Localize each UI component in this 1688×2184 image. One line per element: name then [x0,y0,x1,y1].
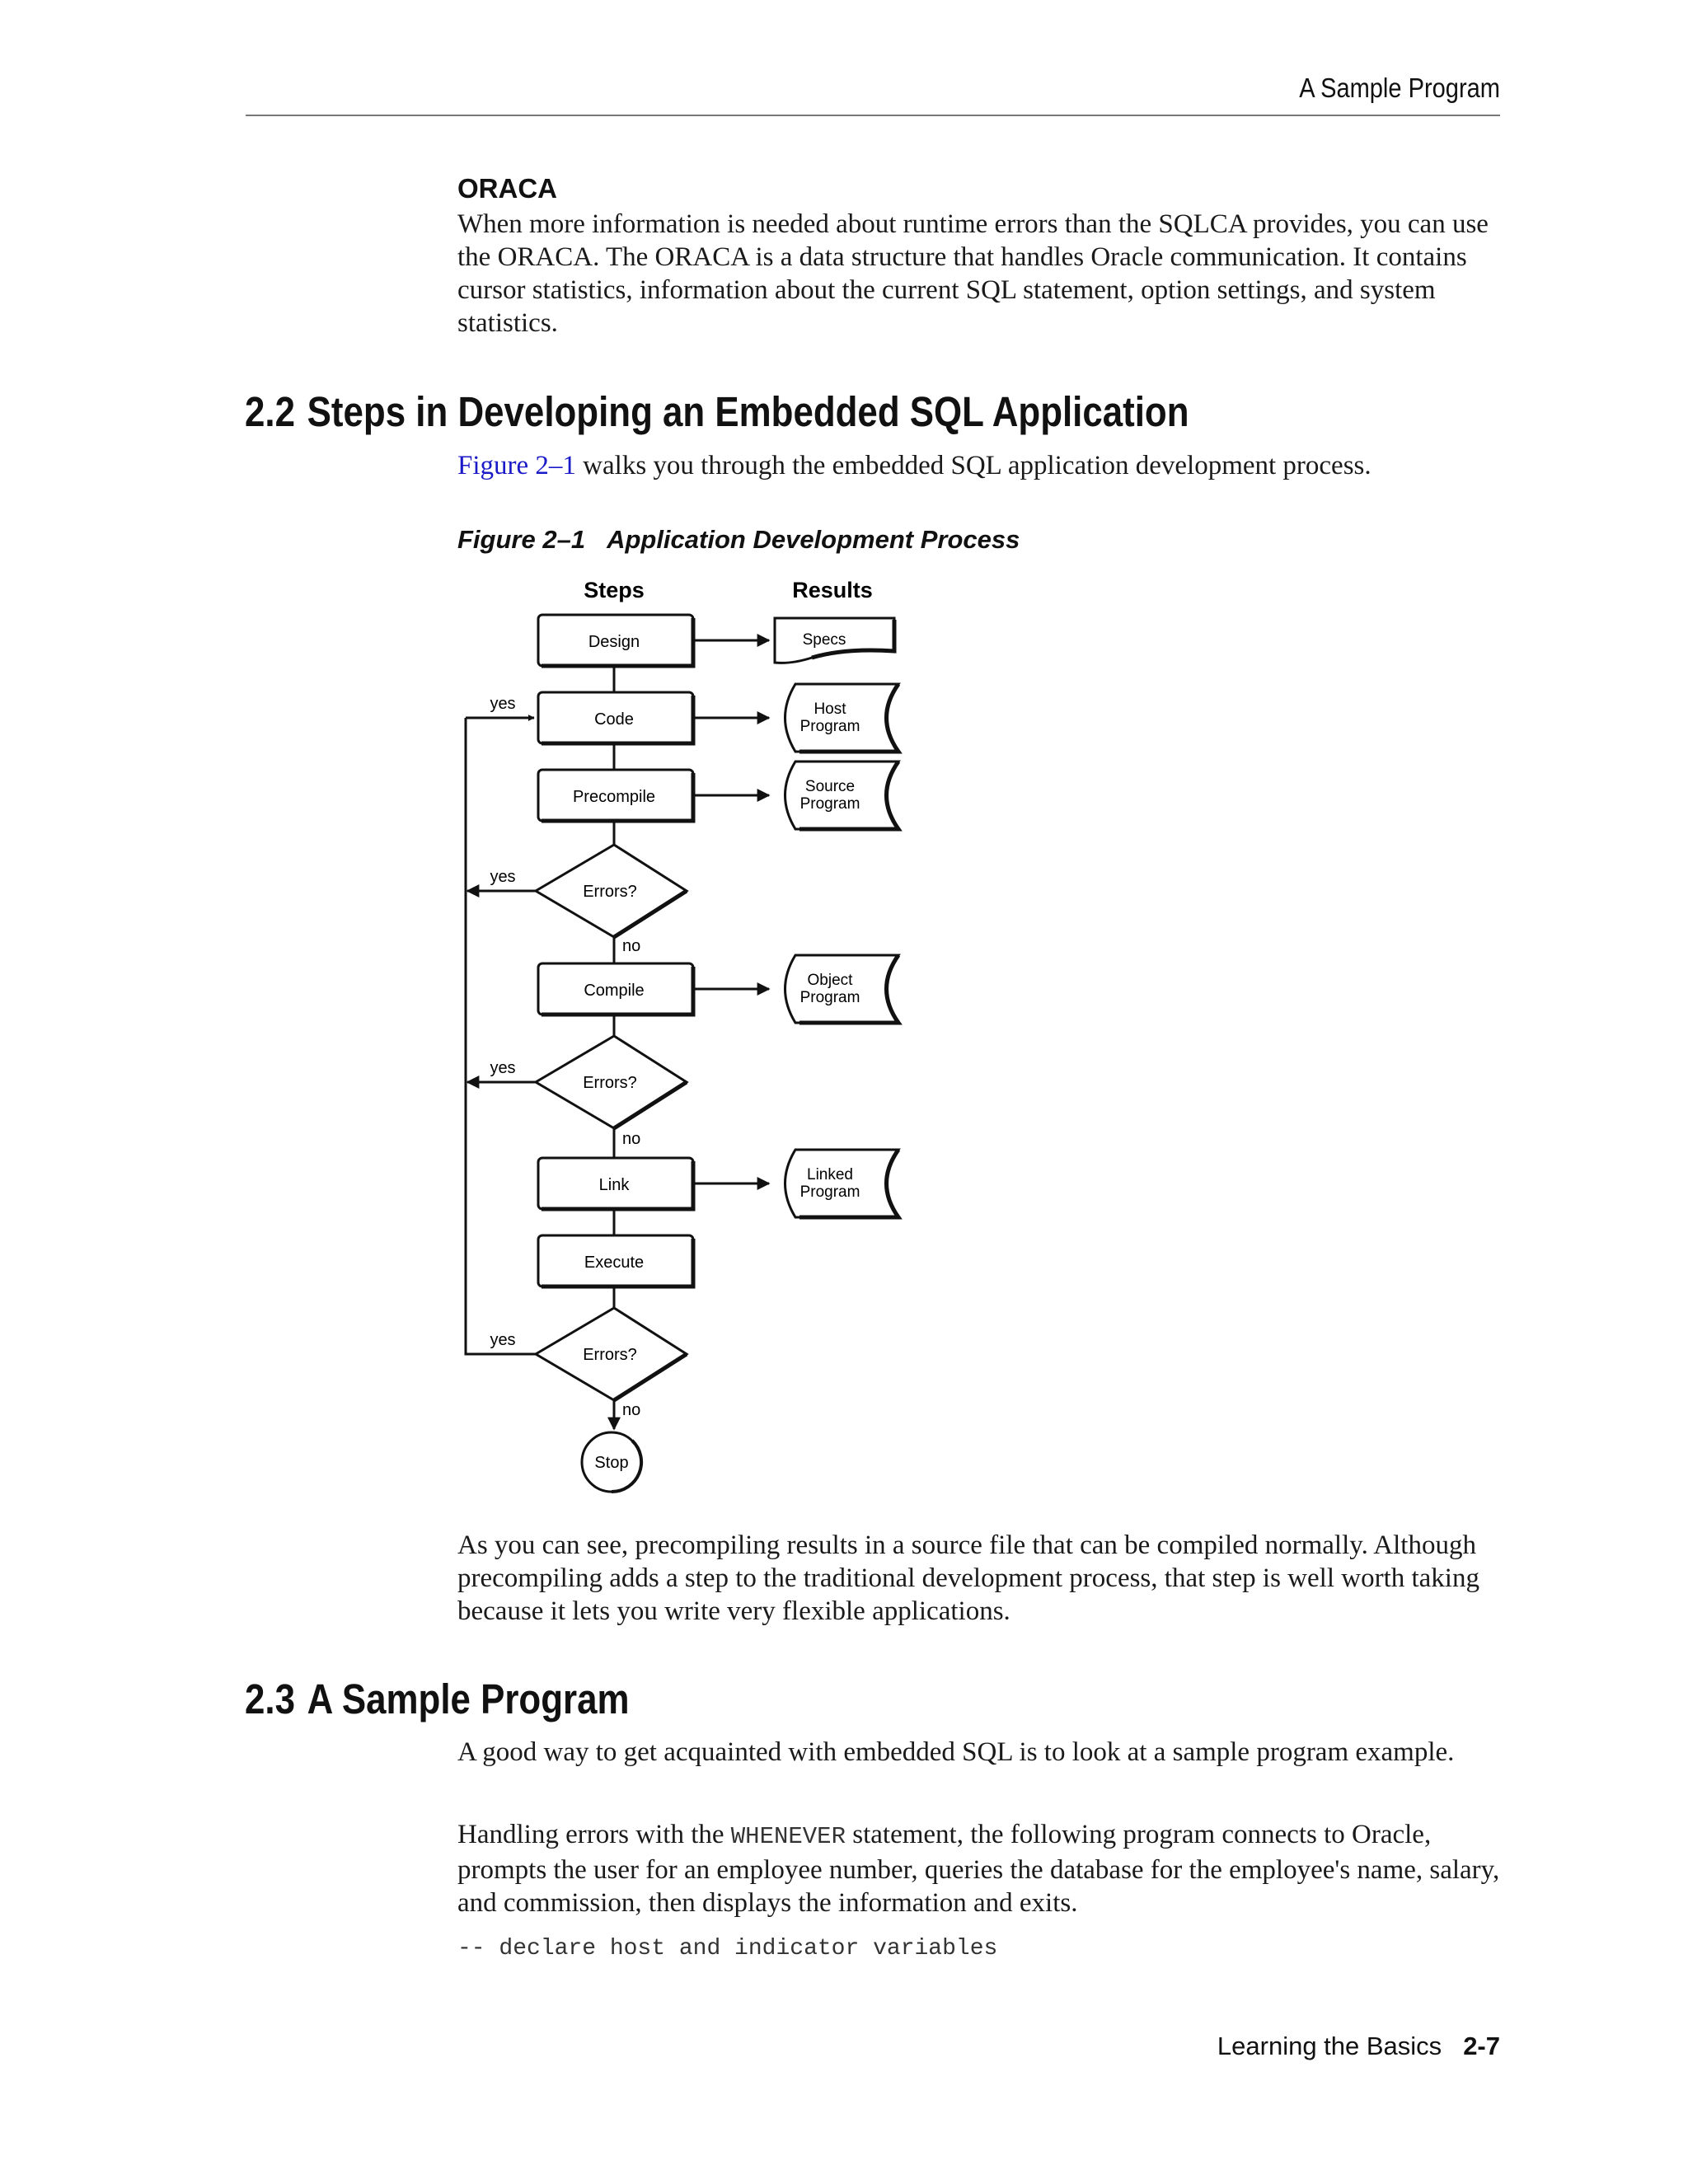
section-number: 2.3 [245,1675,295,1722]
paragraph-text: statement, the following program connects to Oracle, prompts the user for an employee number, queries the database for the employee's name, salary, and commission, then displays the information and exits. [457,1820,1500,1918]
result-linked-program [785,1150,899,1217]
result-label: Object [807,972,853,989]
decision-errors-1 [536,845,687,937]
sample-program-paragraph-2 [457,1818,1504,1919]
decision-label: Errors? [583,1346,637,1364]
section-heading-2-3 [245,1675,629,1723]
step-design [538,615,693,666]
whenever-keyword: WHENEVER [730,1823,846,1850]
result-label: Program [799,795,860,813]
section-heading-2-2 [245,387,1189,436]
section-title: A Sample Program [307,1675,630,1722]
result-label: Program [799,989,860,1006]
result-arrows [693,640,769,1183]
feedback-loop [466,718,536,1354]
figure-label: Figure 2–1 [457,525,586,554]
step-precompile [538,770,693,821]
step-label: Execute [584,1254,645,1272]
result-label: Source [804,778,856,795]
intro-text: walks you through the embedded SQL application development process. [575,451,1372,480]
page-footer [1217,2032,1500,2061]
paragraph-text: Handling errors with the [457,1820,731,1849]
page-number: 2-7 [1463,2032,1500,2060]
yes-label: yes [490,868,516,886]
result-label: Program [799,1183,860,1201]
step-execute [538,1235,693,1286]
header-rule [246,115,1500,116]
result-label: Linked [807,1166,853,1183]
step-label: Precompile [572,788,656,806]
result-host-program [785,684,899,752]
result-object-program [785,955,899,1023]
no-label: no [622,937,641,955]
sample-program-paragraph-1: A good way to get acquainted with embedded SQL is to look at a sample program example. [457,1737,1455,1767]
section-title: Steps in Developing an Embedded SQL Application [307,388,1189,435]
step-label: Link [598,1176,630,1194]
result-label: Program [799,718,860,735]
footer-chapter: Learning the Basics [1217,2032,1442,2060]
stop-terminal [582,1432,641,1492]
section-number: 2.2 [245,388,295,435]
result-label: Host [814,701,846,718]
result-source-program [785,762,899,829]
code-comment: -- declare host and indicator variables [457,1936,998,1961]
oraca-paragraph: When more information is needed about runtime errors than the SQLCA provides, you can use the ORACA. The ORACA is a data structure that handles Oracle communication. It contains cursor statistics, information about the current SQL statement, option settings, and system statistics. [457,209,1489,338]
decision-label: Errors? [583,883,637,901]
development-flowchart [449,560,927,1508]
steps-column-header: Steps [584,578,645,602]
step-label: Design [588,633,640,651]
figure-title: Application Development Process [607,525,1020,554]
section-2-2-intro [457,449,1504,482]
result-label: Specs [802,631,846,649]
step-compile [538,963,693,1015]
running-header: A Sample Program [1299,73,1500,103]
step-label: Code [594,710,634,729]
decision-errors-3 [536,1308,687,1400]
results-column-header: Results [792,578,873,602]
step-link [538,1158,693,1209]
no-label: no [622,1401,641,1419]
yes-label: yes [490,1059,516,1077]
no-label: no [622,1130,641,1148]
step-code [538,692,693,743]
yes-label: yes [490,1331,516,1349]
result-specs [775,618,894,663]
yes-label: yes [490,695,516,713]
figure-2-1-link[interactable]: Figure 2–1 [457,451,576,480]
stop-label: Stop [594,1454,629,1472]
decision-errors-2 [536,1036,687,1128]
decision-label: Errors? [583,1074,637,1092]
figure-caption [457,525,1020,555]
after-figure-paragraph: As you can see, precompiling results in a source file that can be compiled normally. Although precompiling adds a step to the traditional development process, that step is well worth taking because it lets you write very flexible applications. [457,1530,1479,1626]
step-label: Compile [584,982,645,1000]
oraca-heading: ORACA [457,173,557,204]
